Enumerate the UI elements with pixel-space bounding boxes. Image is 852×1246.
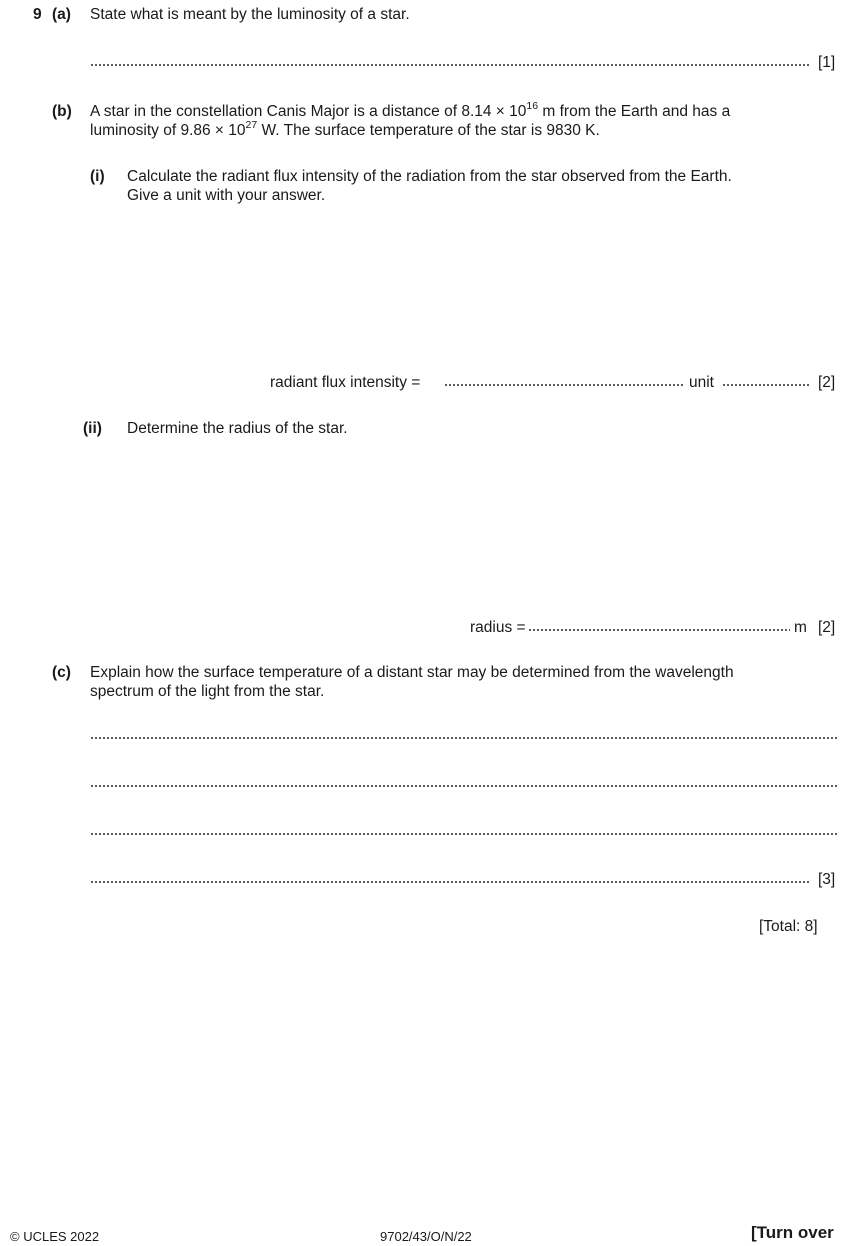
part-b-line-1-text: A star in the constellation Canis Major is a distance of 8.14 × 10 xyxy=(90,103,527,120)
part-b-line-2-text: luminosity of 9.86 × 10 xyxy=(90,122,246,139)
part-b-line-2-end: W. The surface temperature of the star is 9830 K. xyxy=(257,122,600,139)
footer-turn-over: [Turn over xyxy=(751,1223,834,1242)
radius-answer-line[interactable] xyxy=(528,629,790,631)
answer-line-c-4[interactable] xyxy=(90,881,810,883)
radiant-flux-label: radiant flux intensity = xyxy=(270,374,421,391)
marks-b-ii: [2] xyxy=(818,619,836,636)
exponent-distance: 16 xyxy=(526,99,539,112)
part-c-label: (c) xyxy=(52,664,71,681)
part-a-label: (a) xyxy=(52,6,71,23)
answer-line-a[interactable] xyxy=(90,64,810,66)
part-b-line-2 xyxy=(90,118,600,140)
marks-b-i: [2] xyxy=(818,374,836,391)
part-c-line-2: spectrum of the light from the star. xyxy=(90,683,325,700)
part-b-i-label: (i) xyxy=(90,168,105,185)
part-b-line-1-end: m from the Earth and has a xyxy=(538,103,731,120)
marks-a: [1] xyxy=(818,54,836,71)
radiant-flux-answer-line[interactable] xyxy=(444,384,684,386)
answer-line-c-3[interactable] xyxy=(90,833,838,835)
unit-label: unit xyxy=(689,374,714,391)
part-c-line-1: Explain how the surface temperature of a distant star may be determined from the wavelength xyxy=(90,664,734,681)
part-b-label: (b) xyxy=(52,103,72,120)
exponent-luminosity: 27 xyxy=(245,118,258,131)
part-b-i-line-2: Give a unit with your answer. xyxy=(127,187,326,204)
unit-answer-line[interactable] xyxy=(722,384,810,386)
footer-paper-code: 9702/43/O/N/22 xyxy=(380,1229,472,1244)
radius-unit: m xyxy=(794,619,807,636)
question-number: 9 xyxy=(33,6,42,23)
radius-label: radius = xyxy=(470,619,526,636)
part-a-question: State what is meant by the luminosity of a star. xyxy=(90,6,410,23)
marks-c: [3] xyxy=(818,871,836,888)
footer-copyright: © UCLES 2022 xyxy=(10,1229,100,1244)
total-marks: [Total: 8] xyxy=(759,918,818,935)
answer-line-c-2[interactable] xyxy=(90,785,838,787)
part-b-ii-label: (ii) xyxy=(83,420,102,437)
part-b-ii-question: Determine the radius of the star. xyxy=(127,420,348,437)
part-b-i-line-1: Calculate the radiant flux intensity of the radiation from the star observed from the Earth. xyxy=(127,168,732,185)
answer-line-c-1[interactable] xyxy=(90,737,838,739)
part-b-line-1 xyxy=(90,99,731,121)
